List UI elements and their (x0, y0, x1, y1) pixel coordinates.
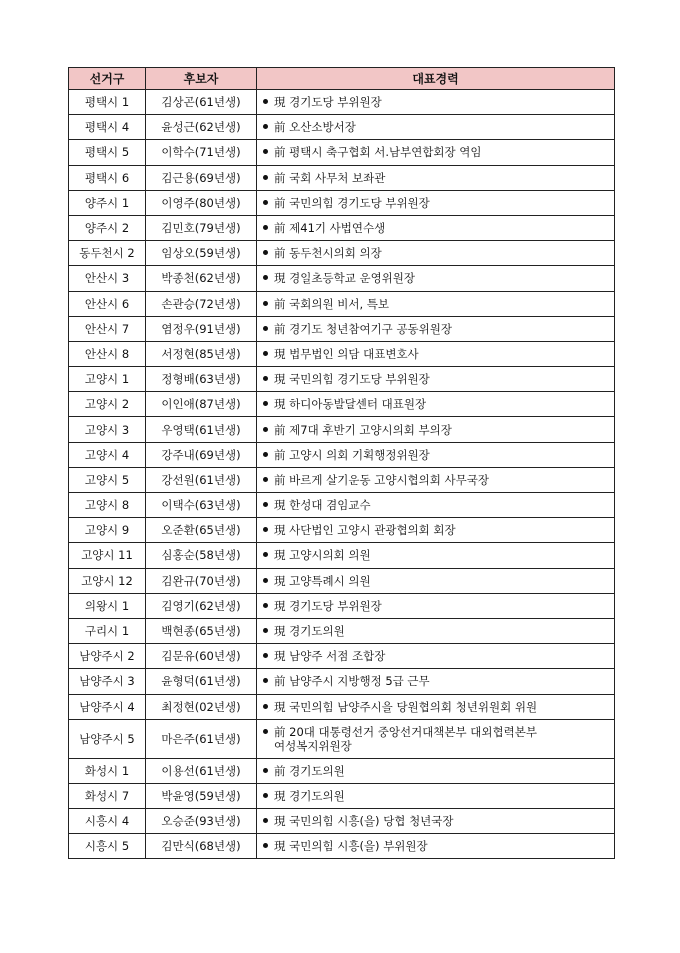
career-text: 現 국민의힘 시흥(을) 당협 청년국장 (274, 814, 454, 829)
table-row (69, 140, 615, 165)
career-text: 現 고양시의회 의원 (274, 548, 371, 563)
career-text: 現 하디아동발달센터 대표원장 (274, 397, 427, 412)
career-cell (257, 266, 615, 291)
career-cell (257, 417, 615, 442)
career-text: 現 경기도당 부위원장 (274, 95, 382, 110)
career-text: 前 경기도의원 (274, 763, 345, 778)
career-cell (257, 215, 615, 240)
career-text: 前 남양주시 지방행정 5급 근무 (274, 674, 430, 689)
table-row (69, 593, 615, 618)
district-cell: 남양주시 3 (69, 669, 146, 694)
district-cell: 안산시 7 (69, 316, 146, 341)
candidate-cell: 이인애(87년생) (146, 392, 257, 417)
table-row (69, 644, 615, 669)
candidate-cell: 박윤영(59년생) (146, 783, 257, 808)
candidate-cell: 김영기(62년생) (146, 593, 257, 618)
district-cell: 고양시 8 (69, 493, 146, 518)
bullet-icon (263, 250, 268, 255)
bullet-icon (263, 768, 268, 773)
bullet-icon (263, 427, 268, 432)
table-row (69, 190, 615, 215)
table-row (69, 719, 615, 758)
bullet-icon (263, 275, 268, 280)
career-text: 前 고양시 의회 기획행정위원장 (274, 447, 430, 462)
district-cell: 양주시 2 (69, 215, 146, 240)
bullet-icon (263, 653, 268, 658)
district-cell: 안산시 3 (69, 266, 146, 291)
header-career: 대표경력 (257, 68, 615, 90)
candidate-cell: 백현종(65년생) (146, 618, 257, 643)
career-cell (257, 783, 615, 808)
candidate-cell: 심홍순(58년생) (146, 543, 257, 568)
career-text: 現 고양특례시 의원 (274, 573, 371, 588)
district-cell: 양주시 1 (69, 190, 146, 215)
career-cell (257, 392, 615, 417)
district-cell: 고양시 12 (69, 568, 146, 593)
table-row (69, 669, 615, 694)
candidate-cell: 손관승(72년생) (146, 291, 257, 316)
district-cell: 화성시 7 (69, 783, 146, 808)
bullet-icon (263, 351, 268, 356)
career-text: 前 바르게 살기운동 고양시협의회 사무국장 (274, 472, 489, 487)
table-row (69, 291, 615, 316)
candidate-cell: 이용선(61년생) (146, 758, 257, 783)
bullet-icon (263, 843, 268, 848)
bullet-icon (263, 678, 268, 683)
district-cell: 안산시 8 (69, 341, 146, 366)
district-cell: 안산시 6 (69, 291, 146, 316)
candidate-cell: 강선원(61년생) (146, 467, 257, 492)
career-cell (257, 493, 615, 518)
career-cell (257, 644, 615, 669)
district-cell: 화성시 1 (69, 758, 146, 783)
career-cell (257, 543, 615, 568)
table-row (69, 241, 615, 266)
candidate-cell: 윤형덕(61년생) (146, 669, 257, 694)
candidate-cell: 오준환(65년생) (146, 518, 257, 543)
table-row (69, 518, 615, 543)
career-text: 前 동두천시의회 의장 (274, 246, 382, 261)
candidate-cell: 우영택(61년생) (146, 417, 257, 442)
career-text: 前 제41기 사법연수생 (274, 221, 386, 236)
bullet-icon (263, 452, 268, 457)
candidate-cell: 오승준(93년생) (146, 809, 257, 834)
candidate-cell: 이학수(71년생) (146, 140, 257, 165)
district-cell: 시흥시 5 (69, 834, 146, 859)
career-cell (257, 669, 615, 694)
candidate-cell: 김문유(60년생) (146, 644, 257, 669)
district-cell: 고양시 2 (69, 392, 146, 417)
candidate-cell: 마은주(61년생) (146, 719, 257, 758)
career-cell (257, 834, 615, 859)
career-cell (257, 593, 615, 618)
district-cell: 평택시 1 (69, 90, 146, 115)
table-row (69, 90, 615, 115)
career-text: 現 국민의힘 남양주시을 당원협의회 청년위원회 위원 (274, 699, 538, 714)
bullet-icon (263, 175, 268, 180)
district-cell: 의왕시 1 (69, 593, 146, 618)
district-cell: 평택시 5 (69, 140, 146, 165)
career-text: 前 오산소방서장 (274, 120, 356, 135)
career-cell (257, 241, 615, 266)
career-text: 前 평택시 축구협회 서.남부연합회장 역임 (274, 145, 482, 160)
bullet-icon (263, 200, 268, 205)
career-cell (257, 442, 615, 467)
district-cell: 남양주시 4 (69, 694, 146, 719)
bullet-icon (263, 527, 268, 532)
bullet-icon (263, 225, 268, 230)
career-text: 前 국회의원 비서, 특보 (274, 296, 389, 311)
bullet-icon (263, 301, 268, 306)
bullet-icon (263, 578, 268, 583)
table-row (69, 493, 615, 518)
district-cell: 남양주시 5 (69, 719, 146, 758)
candidate-cell: 김완규(70년생) (146, 568, 257, 593)
candidate-cell: 김만식(68년생) (146, 834, 257, 859)
district-cell: 고양시 1 (69, 367, 146, 392)
candidate-cell: 김민호(79년생) (146, 215, 257, 240)
career-cell (257, 367, 615, 392)
career-text: 前 경기도 청년참여기구 공동위원장 (274, 321, 452, 336)
career-text: 現 남양주 서점 조합장 (274, 649, 386, 664)
bullet-icon (263, 401, 268, 406)
table-row (69, 543, 615, 568)
bullet-icon (263, 99, 268, 104)
bullet-icon (263, 149, 268, 154)
district-cell: 남양주시 2 (69, 644, 146, 669)
bullet-icon (263, 704, 268, 709)
career-text: 現 국민의힘 시흥(을) 부위원장 (274, 839, 428, 854)
career-cell (257, 467, 615, 492)
bullet-icon (263, 628, 268, 633)
table-row (69, 694, 615, 719)
district-cell: 시흥시 4 (69, 809, 146, 834)
table-row (69, 215, 615, 240)
candidate-table (68, 67, 615, 859)
district-cell: 고양시 11 (69, 543, 146, 568)
career-cell (257, 758, 615, 783)
table-row (69, 758, 615, 783)
district-cell: 평택시 4 (69, 115, 146, 140)
district-cell: 고양시 5 (69, 467, 146, 492)
career-text: 前 국민의힘 경기도당 부위원장 (274, 195, 430, 210)
bullet-icon (263, 729, 268, 734)
career-text: 現 국민의힘 경기도당 부위원장 (274, 372, 430, 387)
career-cell (257, 694, 615, 719)
career-line-1: 前 20대 대통령선거 중앙선거대책본부 대외협력본부 (274, 724, 537, 739)
header-district: 선거구 (69, 68, 146, 90)
district-cell: 고양시 3 (69, 417, 146, 442)
career-cell (257, 568, 615, 593)
bullet-icon (263, 376, 268, 381)
table-header-row (69, 68, 615, 90)
candidate-cell: 임상오(59년생) (146, 241, 257, 266)
candidate-cell: 김근용(69년생) (146, 165, 257, 190)
career-cell (257, 190, 615, 215)
table-row (69, 618, 615, 643)
table-row (69, 442, 615, 467)
candidate-cell: 이영주(80년생) (146, 190, 257, 215)
bullet-icon (263, 552, 268, 557)
table-row (69, 809, 615, 834)
table-row (69, 417, 615, 442)
career-cell (257, 618, 615, 643)
district-cell: 평택시 6 (69, 165, 146, 190)
career-cell (257, 809, 615, 834)
career-text: 現 경기도의원 (274, 624, 345, 639)
table-row (69, 367, 615, 392)
header-candidate: 후보자 (146, 68, 257, 90)
career-cell (257, 90, 615, 115)
candidate-cell: 윤성근(62년생) (146, 115, 257, 140)
bullet-icon (263, 793, 268, 798)
career-cell (257, 115, 615, 140)
candidate-cell: 서정현(85년생) (146, 341, 257, 366)
career-text: 現 경일초등학교 운영위원장 (274, 271, 416, 286)
bullet-icon (263, 502, 268, 507)
bullet-icon (263, 818, 268, 823)
career-cell (257, 341, 615, 366)
career-cell (257, 518, 615, 543)
candidate-cell: 김상곤(61년생) (146, 90, 257, 115)
career-text: 現 경기도당 부위원장 (274, 598, 382, 613)
table-row (69, 467, 615, 492)
candidate-cell: 최정현(02년생) (146, 694, 257, 719)
candidate-cell: 정형배(63년생) (146, 367, 257, 392)
career-text (274, 725, 537, 753)
career-text: 現 사단법인 고양시 관광협의회 회장 (274, 523, 456, 538)
bullet-icon (263, 124, 268, 129)
candidate-cell: 염정우(91년생) (146, 316, 257, 341)
career-cell (257, 165, 615, 190)
candidate-cell: 박종천(62년생) (146, 266, 257, 291)
district-cell: 고양시 9 (69, 518, 146, 543)
table-row (69, 316, 615, 341)
table-row (69, 266, 615, 291)
career-text: 前 국회 사무처 보좌관 (274, 170, 386, 185)
career-cell (257, 291, 615, 316)
career-cell (257, 316, 615, 341)
career-text: 現 경기도의원 (274, 788, 345, 803)
career-text: 現 한성대 겸임교수 (274, 498, 371, 513)
table-row (69, 115, 615, 140)
table-row (69, 341, 615, 366)
district-cell: 고양시 4 (69, 442, 146, 467)
candidate-cell: 이택수(63년생) (146, 493, 257, 518)
career-cell (257, 140, 615, 165)
career-text: 現 법무법인 의담 대표변호사 (274, 346, 419, 361)
table-row (69, 834, 615, 859)
career-cell (257, 719, 615, 758)
table-row (69, 783, 615, 808)
career-text: 前 제7대 후반기 고양시의회 부의장 (274, 422, 452, 437)
table-row (69, 165, 615, 190)
career-line-2: 여성복지위원장 (274, 738, 352, 753)
candidate-cell: 강주내(69년생) (146, 442, 257, 467)
bullet-icon (263, 477, 268, 482)
table-row (69, 568, 615, 593)
bullet-icon (263, 603, 268, 608)
table-row (69, 392, 615, 417)
district-cell: 동두천시 2 (69, 241, 146, 266)
district-cell: 구리시 1 (69, 618, 146, 643)
bullet-icon (263, 326, 268, 331)
